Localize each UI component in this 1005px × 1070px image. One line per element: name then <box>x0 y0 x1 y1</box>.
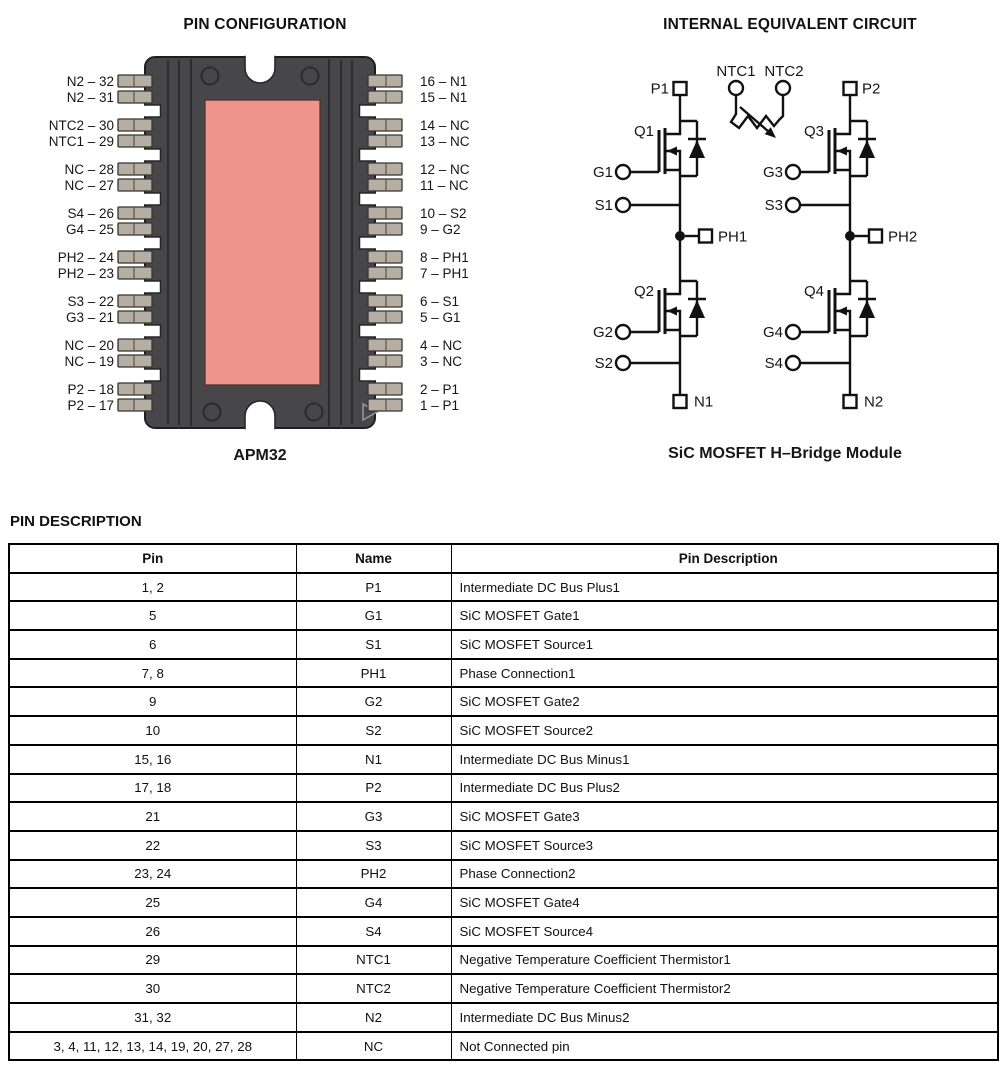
table-row <box>9 1003 998 1032</box>
table-row <box>9 802 998 831</box>
ntc2-label: NTC2 <box>764 63 804 80</box>
n2-label: N2 <box>864 393 884 411</box>
s1-label: S1 <box>594 197 613 214</box>
cell-description: SiC MOSFET Source3 <box>451 831 998 860</box>
table-row <box>9 974 998 1003</box>
table-row <box>9 831 998 860</box>
body-diode <box>689 300 705 318</box>
pin-label: NTC2 – 30 <box>48 118 114 133</box>
cell-name: S3 <box>296 831 451 860</box>
cell-name: PH1 <box>296 659 451 688</box>
bottom-notch <box>245 401 275 429</box>
cell-name: G3 <box>296 802 451 831</box>
cell-description: SiC MOSFET Source4 <box>451 917 998 946</box>
pin-label: N2 – 32 <box>66 74 114 89</box>
cell-description: SiC MOSFET Source1 <box>451 630 998 659</box>
pin-label: 13 – NC <box>420 134 470 149</box>
pin-label: 2 – P1 <box>420 382 460 397</box>
table-header-row <box>9 544 998 573</box>
pin-label: NC – 27 <box>64 178 114 193</box>
cell-description: Intermediate DC Bus Plus1 <box>451 573 998 602</box>
table-row <box>9 917 998 946</box>
table-row <box>9 774 998 803</box>
cell-pin: 7, 8 <box>9 659 296 688</box>
mosfet-q3 <box>800 121 876 176</box>
half-bridge-1 <box>593 81 747 411</box>
column-header-name: Name <box>296 544 451 573</box>
half-bridge-2 <box>763 81 917 411</box>
cell-name: PH2 <box>296 860 451 889</box>
cell-name: N1 <box>296 745 451 774</box>
pin-label: 14 – NC <box>420 118 470 133</box>
cell-pin: 25 <box>9 888 296 917</box>
q3-label: Q3 <box>803 123 824 140</box>
ph1-label: PH1 <box>718 228 748 246</box>
terminal-p1 <box>674 82 687 95</box>
pin-label: 5 – G1 <box>420 310 461 325</box>
terminal-p2 <box>844 82 857 95</box>
n1-label: N1 <box>694 393 714 411</box>
cell-description: SiC MOSFET Gate4 <box>451 888 998 917</box>
cell-name: S4 <box>296 917 451 946</box>
ntc-thermistor <box>716 63 803 138</box>
column-header-pin: Pin <box>9 544 296 573</box>
terminal-g1 <box>616 165 630 179</box>
cell-name: P1 <box>296 573 451 602</box>
table-row <box>9 745 998 774</box>
s2-label: S2 <box>594 355 613 372</box>
pin-label: 11 – NC <box>420 178 469 193</box>
g2-label: G2 <box>592 324 613 341</box>
terminal-ph2 <box>869 230 882 243</box>
circuit-caption: SiC MOSFET H–Bridge Module <box>668 445 902 462</box>
cell-name: P2 <box>296 774 451 803</box>
pin-label: S4 – 26 <box>67 206 114 221</box>
cell-description: Phase Connection1 <box>451 659 998 688</box>
pin-label: PH2 – 23 <box>57 266 114 281</box>
terminal-g4 <box>786 325 800 339</box>
body-diode <box>859 140 875 158</box>
cell-name: G1 <box>296 601 451 630</box>
pin-description-table <box>8 543 999 1061</box>
table-row <box>9 659 998 688</box>
terminal-s2 <box>616 356 630 370</box>
table-row <box>9 946 998 975</box>
table-row <box>9 888 998 917</box>
pin-label: NC – 28 <box>64 162 114 177</box>
table-row <box>9 860 998 889</box>
table-row <box>9 1032 998 1061</box>
pin-label: 15 – N1 <box>420 90 468 105</box>
cell-pin: 5 <box>9 601 296 630</box>
equivalent-circuit-diagram <box>580 50 1005 475</box>
cell-name: G4 <box>296 888 451 917</box>
mosfet-q4 <box>800 281 876 336</box>
cell-name: S1 <box>296 630 451 659</box>
pin-label: 3 – NC <box>420 354 463 369</box>
pin-label: 6 – S1 <box>420 294 460 309</box>
q1-label: Q1 <box>633 123 654 140</box>
ph2-node <box>845 231 855 241</box>
table-row <box>9 716 998 745</box>
cell-pin: 29 <box>9 946 296 975</box>
g1-label: G1 <box>592 164 613 181</box>
pin-configuration-title: PIN CONFIGURATION <box>183 16 347 33</box>
cell-description: SiC MOSFET Gate3 <box>451 802 998 831</box>
cell-description: Negative Temperature Coefficient Thermistor2 <box>451 974 998 1003</box>
pin-label: 16 – N1 <box>420 74 468 89</box>
pin-description-heading: PIN DESCRIPTION <box>10 513 142 530</box>
cell-description: Negative Temperature Coefficient Thermistor1 <box>451 946 998 975</box>
cell-pin: 17, 18 <box>9 774 296 803</box>
cell-pin: 15, 16 <box>9 745 296 774</box>
body-diode <box>859 300 875 318</box>
right-pin-labels <box>420 74 470 413</box>
cell-pin: 30 <box>9 974 296 1003</box>
s4-label: S4 <box>764 355 783 372</box>
table-row <box>9 573 998 602</box>
cell-pin: 10 <box>9 716 296 745</box>
cell-pin: 1, 2 <box>9 573 296 602</box>
terminal-n2 <box>844 395 857 408</box>
cell-pin: 3, 4, 11, 12, 13, 14, 19, 20, 27, 28 <box>9 1032 296 1061</box>
body-diode <box>689 140 705 158</box>
pin-label: NC – 19 <box>64 354 114 369</box>
pin-label: N2 – 31 <box>66 90 114 105</box>
cell-description: SiC MOSFET Source2 <box>451 716 998 745</box>
s3-label: S3 <box>764 197 783 214</box>
pin-label: S3 – 22 <box>67 294 114 309</box>
q2-label: Q2 <box>633 283 654 300</box>
pin-label: NTC1 – 29 <box>48 134 114 149</box>
table-row <box>9 630 998 659</box>
pin-label: P2 – 18 <box>67 382 114 397</box>
cell-description: Phase Connection2 <box>451 860 998 889</box>
terminal-s3 <box>786 198 800 212</box>
terminal-g2 <box>616 325 630 339</box>
terminal-n1 <box>674 395 687 408</box>
pin-label: 7 – PH1 <box>420 266 469 281</box>
pin-label: 9 – G2 <box>420 222 461 237</box>
cell-name: NTC2 <box>296 974 451 1003</box>
pin-label: P2 – 17 <box>67 398 114 413</box>
cell-pin: 6 <box>9 630 296 659</box>
pin-label: PH2 – 24 <box>57 250 114 265</box>
cell-name: NTC1 <box>296 946 451 975</box>
left-pin-labels <box>49 74 115 413</box>
package-name-label: APM32 <box>233 447 287 464</box>
cell-description: SiC MOSFET Gate1 <box>451 601 998 630</box>
cell-description: Intermediate DC Bus Plus2 <box>451 774 998 803</box>
cell-pin: 21 <box>9 802 296 831</box>
pin-label: 12 – NC <box>420 162 470 177</box>
pin-label: 4 – NC <box>420 338 463 353</box>
cell-name: N2 <box>296 1003 451 1032</box>
mosfet-q2 <box>630 281 706 336</box>
cell-description: Intermediate DC Bus Minus1 <box>451 745 998 774</box>
mosfet-q1 <box>630 121 706 176</box>
cell-description: SiC MOSFET Gate2 <box>451 687 998 716</box>
q4-label: Q4 <box>803 283 824 300</box>
cell-pin: 31, 32 <box>9 1003 296 1032</box>
ntc1-label: NTC1 <box>716 63 756 80</box>
pin-label: 1 – P1 <box>420 398 460 413</box>
pin-label: NC – 20 <box>64 338 114 353</box>
pin-label: G3 – 21 <box>65 310 114 325</box>
ph1-node <box>675 231 685 241</box>
pin-label: 8 – PH1 <box>420 250 469 265</box>
terminal-g3 <box>786 165 800 179</box>
cell-name: G2 <box>296 687 451 716</box>
cell-description: Not Connected pin <box>451 1032 998 1061</box>
terminal-s4 <box>786 356 800 370</box>
p1-label: P1 <box>650 80 669 98</box>
p2-label: P2 <box>862 80 881 98</box>
cell-description: Intermediate DC Bus Minus2 <box>451 1003 998 1032</box>
table-row <box>9 687 998 716</box>
equivalent-circuit-title: INTERNAL EQUIVALENT CIRCUIT <box>663 16 917 33</box>
g4-label: G4 <box>762 324 783 341</box>
g3-label: G3 <box>762 164 783 181</box>
terminal-ph1 <box>699 230 712 243</box>
ph2-label: PH2 <box>888 228 918 246</box>
thermal-pad <box>205 100 320 385</box>
column-header-description: Pin Description <box>451 544 998 573</box>
package-body <box>144 56 377 429</box>
cell-pin: 9 <box>9 687 296 716</box>
table-row <box>9 601 998 630</box>
cell-name: NC <box>296 1032 451 1061</box>
cell-pin: 22 <box>9 831 296 860</box>
cell-name: S2 <box>296 716 451 745</box>
package-diagram <box>0 50 560 475</box>
cell-pin: 26 <box>9 917 296 946</box>
pin-label: G4 – 25 <box>65 222 114 237</box>
pin-label: 10 – S2 <box>420 206 467 221</box>
cell-pin: 23, 24 <box>9 860 296 889</box>
terminal-s1 <box>616 198 630 212</box>
top-notch <box>245 56 275 83</box>
